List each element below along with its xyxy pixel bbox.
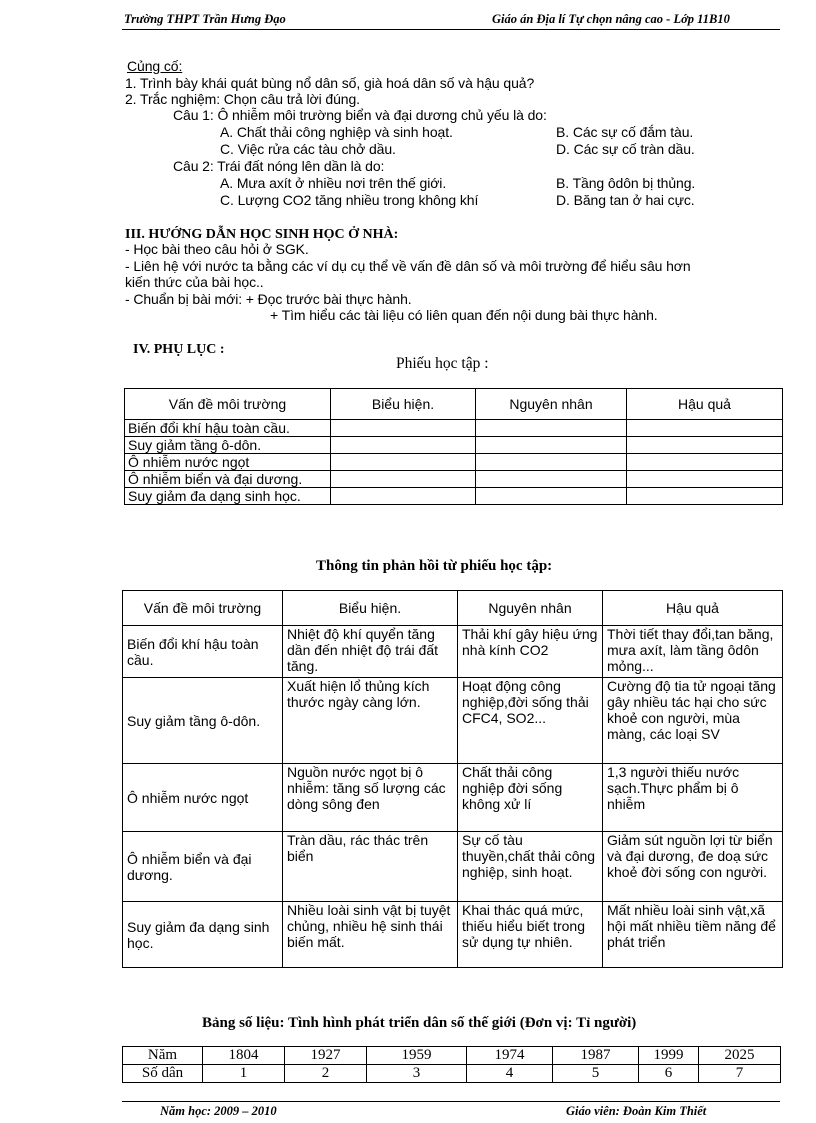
population-value-cell: 5 (553, 1065, 639, 1083)
worksheet-header-signs: Biểu hiện. (331, 389, 476, 420)
worksheet-header-row (125, 389, 783, 420)
worksheet-header-causes: Nguyên nhân (476, 389, 627, 420)
worksheet-blank-cell (627, 420, 783, 437)
appendix-title: IV. PHỤ LỤC : (133, 342, 225, 357)
cau2-option-c: C. Lượng CO2 tăng nhiều trong không khí (220, 192, 479, 208)
feedback-table (122, 590, 783, 968)
worksheet-title: Phiếu học tập : (396, 355, 489, 372)
table-row (125, 488, 783, 505)
worksheet-blank-cell (627, 437, 783, 454)
header-subject: Giáo án Địa lí Tự chọn nâng cao - Lớp 11B10 (492, 12, 730, 26)
population-value-row (123, 1065, 781, 1083)
population-year-cell: 1999 (639, 1047, 699, 1065)
feedback-header-issue: Vấn đề môi trường (123, 591, 283, 626)
worksheet-blank-cell (476, 420, 627, 437)
feedback-signs-cell: Nhiệt độ khí quyển tăng dần đến nhiệt độ trái đất tăng. (283, 626, 458, 678)
worksheet-row-label: Suy giảm tầng ô-dôn. (125, 437, 331, 454)
population-year-cell: 1959 (367, 1047, 467, 1065)
cau1-option-d: D. Các sự cố tràn dầu. (556, 141, 695, 157)
worksheet-blank-cell (331, 454, 476, 471)
population-value-cell: 7 (699, 1065, 781, 1083)
worksheet-blank-cell (331, 488, 476, 505)
population-value-label: Số dân (123, 1065, 203, 1083)
stats-title: Bảng số liệu: Tình hình phát triển dân số thế giới (Đơn vị: Tỉ người) (202, 1015, 637, 1031)
feedback-consequences-cell: Cường độ tia tử ngoại tăng gây nhiều tác hại cho sức khoẻ con người, mùa màng, các loại SV (603, 678, 783, 764)
table-row (123, 902, 783, 968)
worksheet-blank-cell (627, 471, 783, 488)
population-year-cell: 2025 (699, 1047, 781, 1065)
cau2-option-a: A. Mưa axít ở nhiều nơi trên thế giới. (220, 175, 447, 191)
cau1-option-b: B. Các sự cố đắm tàu. (556, 124, 694, 140)
population-table (122, 1046, 781, 1083)
worksheet-row-label: Biến đổi khí hậu toàn cầu. (125, 420, 331, 437)
cau2-option-b: B. Tầng ôdôn bị thủng. (556, 175, 696, 191)
worksheet-blank-cell (476, 437, 627, 454)
footer-teacher: Giáo viên: Đoàn Kim Thiết (566, 1104, 707, 1118)
table-row (123, 626, 783, 678)
population-year-row (123, 1047, 781, 1065)
cau2-stem: Câu 2: Trái đất nóng lên dần là do: (173, 158, 385, 174)
footer-year: Năm học: 2009 – 2010 (160, 1104, 277, 1118)
worksheet-blank-cell (627, 488, 783, 505)
worksheet-table (124, 388, 783, 505)
population-value-cell: 4 (467, 1065, 553, 1083)
feedback-title: Thông tin phản hồi từ phiếu học tập: (316, 558, 553, 574)
feedback-causes-cell: Sự cố tàu thuyền,chất thải công nghiệp, sinh hoạt. (458, 832, 603, 902)
feedback-consequences-cell: Thời tiết thay đổi,tan băng, mưa axít, làm tầng ôdôn mỏng... (603, 626, 783, 678)
feedback-header-row (123, 591, 783, 626)
worksheet-blank-cell (331, 471, 476, 488)
worksheet-header-consequences: Hậu quả (627, 389, 783, 420)
cau1-option-a: A. Chất thải công nghiệp và sinh hoạt. (220, 124, 453, 140)
feedback-causes-cell: Khai thác quá mức, thiếu hiểu biết trong sử dụng tự nhiên. (458, 902, 603, 968)
worksheet-header-issue: Vấn đề môi trường (125, 389, 331, 420)
cau1-option-c: C. Việc rửa các tàu chở dầu. (220, 141, 396, 157)
table-row (125, 471, 783, 488)
cau2-option-d: D. Băng tan ở hai cực. (556, 192, 695, 208)
feedback-issue-cell: Ô nhiễm biển và đại dương. (123, 832, 283, 902)
worksheet-blank-cell (476, 488, 627, 505)
feedback-causes-cell: Hoạt động công nghiệp,đời sống thải CFC4, SO2... (458, 678, 603, 764)
table-row (123, 764, 783, 832)
header-divider (122, 29, 780, 30)
feedback-header-signs: Biểu hiện. (283, 591, 458, 626)
table-row (125, 420, 783, 437)
homework-line-1: - Học bài theo câu hỏi ở SGK. (125, 241, 309, 257)
worksheet-row-label: Ô nhiễm nước ngọt (125, 454, 331, 471)
cau1-stem: Câu 1: Ô nhiễm môi trường biển và đại dương chủ yếu là do: (173, 107, 547, 123)
worksheet-blank-cell (331, 420, 476, 437)
worksheet-row-label: Ô nhiễm biển và đại dương. (125, 471, 331, 488)
feedback-causes-cell: Thải khí gây hiệu ứng nhà kính CO2 (458, 626, 603, 678)
homework-line-3b: + Tìm hiểu các tài liệu có liên quan đến nội dung bài thực hành. (270, 307, 658, 323)
homework-line-2a: - Liên hệ với nước ta bằng các ví dụ cụ thể về vấn đề dân số và môi trường để hiểu sâu hơn (125, 258, 691, 274)
population-year-cell: 1927 (285, 1047, 367, 1065)
worksheet-blank-cell (331, 437, 476, 454)
review-question-1: 1. Trình bày khái quát bùng nổ dân số, già hoá dân số và hậu quả? (125, 75, 535, 91)
table-row (123, 832, 783, 902)
feedback-signs-cell: Tràn dầu, rác thác trên biển (283, 832, 458, 902)
population-value-cell: 3 (367, 1065, 467, 1083)
review-title: Củng cố: (127, 58, 183, 74)
feedback-signs-cell: Xuất hiện lổ thủng kích thước ngày càng lớn. (283, 678, 458, 764)
worksheet-blank-cell (476, 454, 627, 471)
feedback-issue-cell: Biến đổi khí hậu toàn cầu. (123, 626, 283, 678)
worksheet-blank-cell (627, 454, 783, 471)
footer-divider (122, 1101, 780, 1102)
feedback-signs-cell: Nhiều loài sinh vật bị tuyệt chủng, nhiều hệ sinh thái biến mất. (283, 902, 458, 968)
feedback-issue-cell: Suy giảm tầng ô-dôn. (123, 678, 283, 764)
feedback-header-consequences: Hậu quả (603, 591, 783, 626)
population-year-cell: 1804 (203, 1047, 285, 1065)
population-value-cell: 6 (639, 1065, 699, 1083)
feedback-issue-cell: Suy giảm đa dạng sinh học. (123, 902, 283, 968)
feedback-consequences-cell: 1,3 người thiếu nước sạch.Thực phẩm bị ô nhiễm (603, 764, 783, 832)
population-year-cell: 1987 (553, 1047, 639, 1065)
feedback-causes-cell: Chất thải công nghiệp đời sống không xử lí (458, 764, 603, 832)
table-row (125, 437, 783, 454)
worksheet-blank-cell (476, 471, 627, 488)
feedback-consequences-cell: Giảm sút nguồn lợi từ biển và đại dương, đe doạ sức khoẻ đời sống con người. (603, 832, 783, 902)
header-school: Trường THPT Trần Hưng Đạo (124, 12, 286, 26)
population-value-cell: 1 (203, 1065, 285, 1083)
population-year-cell: 1974 (467, 1047, 553, 1065)
homework-line-2b: kiến thức của bài học.. (125, 274, 264, 290)
worksheet-row-label: Suy giảm đa dạng sinh học. (125, 488, 331, 505)
table-row (123, 678, 783, 764)
feedback-signs-cell: Nguồn nước ngọt bị ô nhiễm: tăng số lượng các dòng sông đen (283, 764, 458, 832)
feedback-issue-cell: Ô nhiễm nước ngọt (123, 764, 283, 832)
feedback-consequences-cell: Mất nhiều loài sinh vật,xã hội mất nhiều tiềm năng để phát triển (603, 902, 783, 968)
population-value-cell: 2 (285, 1065, 367, 1083)
table-row (125, 454, 783, 471)
review-question-2: 2. Trắc nghiệm: Chọn câu trả lời đúng. (125, 91, 360, 107)
homework-title: III. HƯỚNG DẪN HỌC SINH HỌC Ở NHÀ: (125, 227, 399, 242)
population-year-label: Năm (123, 1047, 203, 1065)
feedback-header-causes: Nguyên nhân (458, 591, 603, 626)
homework-line-3a: - Chuẩn bị bài mới: + Đọc trước bài thực hành. (125, 291, 412, 307)
